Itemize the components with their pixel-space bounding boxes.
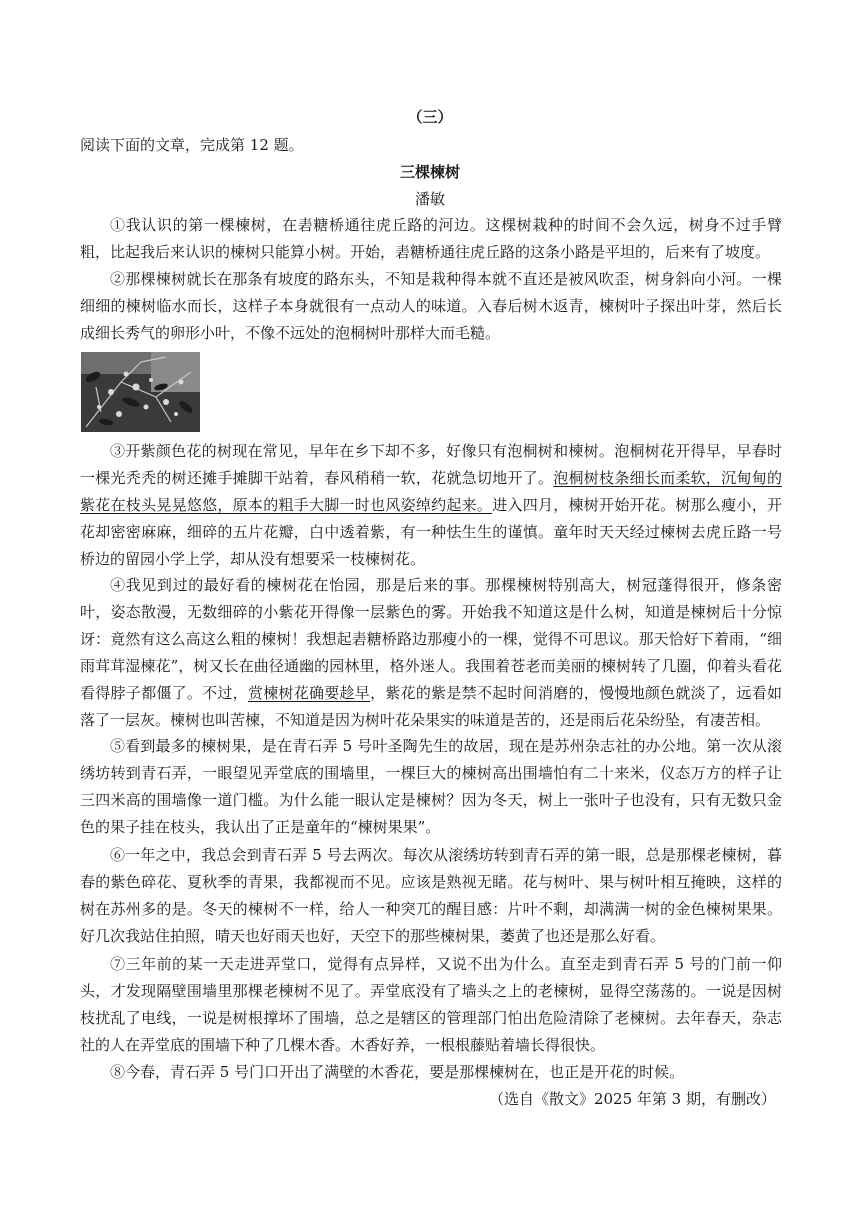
- section-number: （三）: [407, 108, 453, 126]
- paragraph-7: ⑦三年前的某一天走进弄堂口，觉得有点异样，又说不出为什么。直至走到青石弄 5 号的门前一仰头，才发现隔壁围墙里那棵老楝树不见了。弄堂底没有了墙头之上的老楝树，显得空荡荡的。一说是因树枝扰乱了电线，一说是树根撑坏了围墙，总之是辖区的管理部门怕出危险清除了老楝树。去年春天，杂志社的人在弄堂底的围墙下种了几棵木香。木香好养，一根根藤贴着墙长得很快。: [80, 955, 782, 1054]
- paragraph-3: ③开紫颜色花的树现在常见，早年在乡下却不多，好像只有泡桐树和楝树。泡桐树花开得早，早春时一棵光秃秃的树还摊手摊脚干站着，春风稍稍一软，花就急切地开了。泡桐树枝条细长而柔软，沉甸甸的紫花在枝头晃晃悠悠，原本的粗手大脚一时也风姿绰约起来。进入四月，楝树开始开花。树那么瘦小，开花却密密麻麻，细碎的五片花瓣，白中透着紫，有一种怯生生的谨慎。童年时天天经过楝树去虎丘路一号桥边的留园小学上学，却从没有想要采一枝楝树花。: [80, 442, 782, 568]
- article-source: （选自《散文》2025 年第 3 期，有删改）: [488, 1090, 776, 1108]
- paragraph-6: ⑥一年之中，我总会到青石弄 5 号去两次。每次从滚绣坊转到青石弄的第一眼，总是那棵老楝树，暮春的紫色碎花、夏秋季的青果，我都视而不见。应该是熟视无睹。花与树叶、果与树叶相互掩映，这样的树在苏州多的是。冬天的楝树不一样，给人一种突兀的醒目感：片叶不剩，却满满一树的金色楝树果果。好几次我站住拍照，晴天也好雨天也好，天空下的那些楝树果，萎黄了也还是那么好看。: [80, 846, 782, 945]
- article-author: 潘敏: [414, 190, 445, 208]
- reading-instruction: 阅读下面的文章，完成第 12 题。: [80, 136, 304, 154]
- melia-flower-photo: [81, 352, 200, 432]
- paragraph-1: ①我认识的第一棵楝树，在砉糖桥通往虎丘路的河边。这棵树栽种的时间不会久远，树身不过手臂粗，比起我后来认识的楝树只能算小树。开始，砉糖桥通往虎丘路的这条小路是平坦的，后来有了坡度。: [80, 216, 782, 261]
- paragraph-8: ⑧今春，青石弄 5 号门口开出了满壁的木香花，要是那棵楝树在，也正是开花的时候。: [110, 1063, 685, 1081]
- paragraph-5: ⑤看到最多的楝树果，是在青石弄 5 号叶圣陶先生的故居，现在是苏州杂志社的办公地。第一次从滚绣坊转到青石弄，一眼望见弄堂底的围墙里，一棵巨大的楝树高出围墙怕有二十来米，仪态万方的样子让三四米高的围墙像一道门槛。为什么能一眼认定是楝树？因为冬天，树上一张叶子也没有，只有无数只金色的果子挂在枝头，我认出了正是童年的“楝树果果”。: [80, 737, 782, 836]
- underlined-sentence-1: 泡桐树枝条细长而柔软，沉甸甸的紫花在枝头晃晃悠悠，原本的粗手大脚一时也风姿绰约起来。: [80, 469, 782, 514]
- underlined-sentence-2: 赏楝树花确要趁早: [247, 684, 371, 702]
- paragraph-4: ④我见到过的最好看的楝树花在怡园，那是后来的事。那棵楝树特别高大，树冠蓬得很开，修条密叶，姿态散漫，无数细碎的小紫花开得像一层紫色的雾。开始我不知道这是什么树，知道是楝树后十分惊讶：竟然有这么高这么粗的楝树！我想起砉糖桥路边那瘦小的一棵，觉得不可思议。那天恰好下着雨，“细雨茸茸湿楝花”，树又长在曲径通幽的园林里，格外迷人。我围着苍老而美丽的楝树转了几圈，仰着头看花看得脖子都僵了。不过，赏楝树花确要趁早，紫花的紫是禁不起时间消磨的，慢慢地颜色就淡了，远看如落了一层灰。楝树也叫苦楝，不知道是因为树叶花朵果实的味道是苦的，还是雨后花朵纷坠，有凄苦相。: [80, 576, 782, 729]
- article-title: 三棵楝树: [399, 163, 460, 181]
- paragraph-2: ②那棵楝树就长在那条有坡度的路东头，不知是栽种得本就不直还是被风吹歪，树身斜向小河。一棵细细的楝树临水而长，这样子本身就很有一点动人的味道。入春后树木返青，楝树叶子探出叶芽，然后长成细长秀气的卵形小叶，不像不远处的泡桐树叶那样大而毛糙。: [80, 270, 782, 342]
